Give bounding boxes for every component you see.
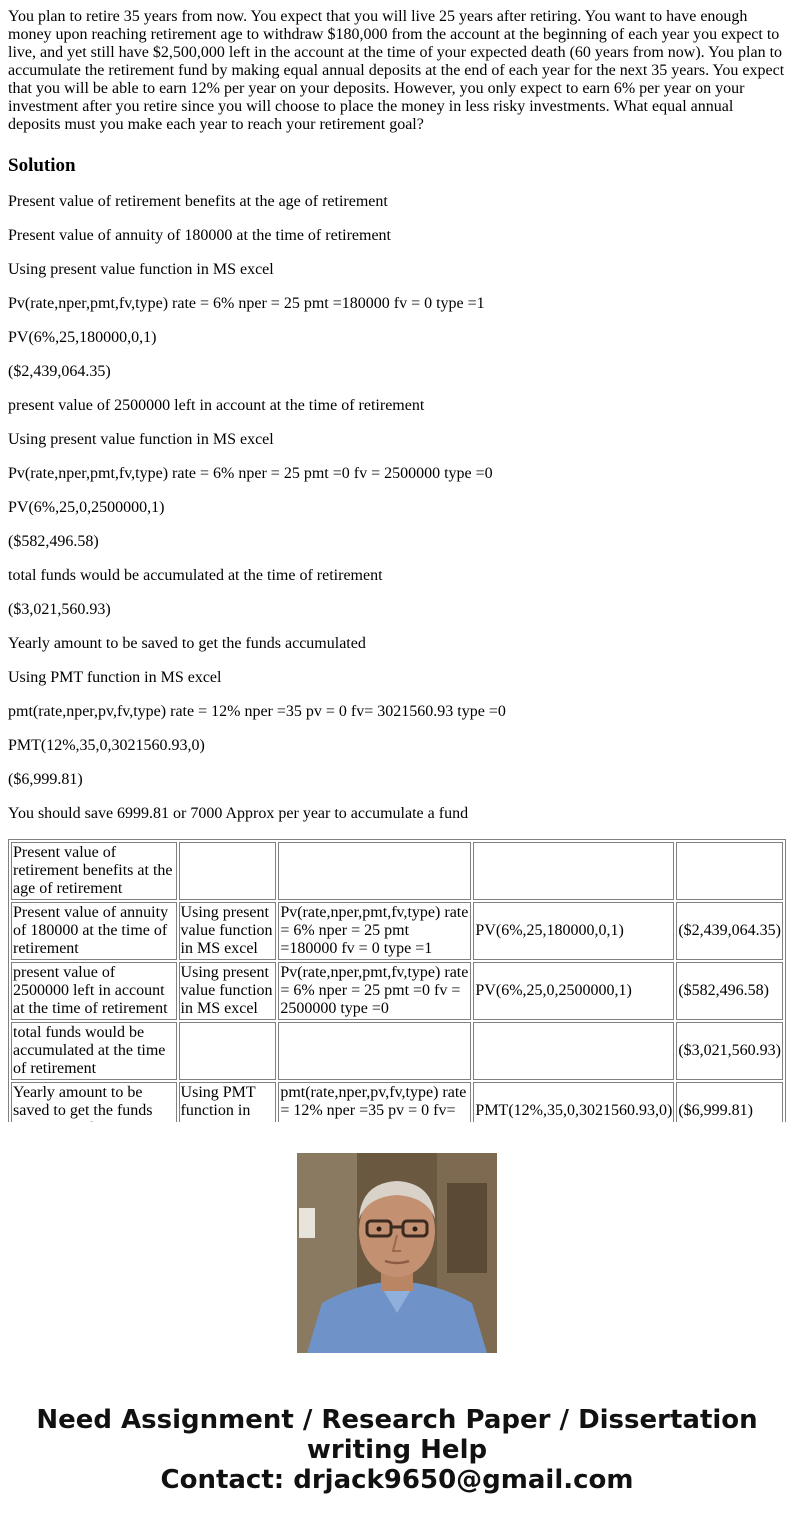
solution-step: Present value of retirement benefits at the age of retirement — [8, 193, 388, 210]
promo-line: writing Help — [306, 1435, 488, 1465]
solution-step: ($3,021,560.93) — [8, 601, 111, 618]
table-cell: present value of 2500000 left in account at the time of retirement — [11, 962, 177, 1020]
promo-text — [0, 1405, 794, 1495]
promo-footer — [0, 1122, 794, 1523]
solution-step: pmt(rate,nper,pv,fv,type) rate = 12% nper =35 pv = 0 fv= 3021560.93 type =0 — [8, 703, 506, 720]
table-cell: ($582,496.58) — [676, 962, 783, 1020]
table-cell: ($2,439,064.35) — [676, 902, 783, 960]
solution-step: Pv(rate,nper,pmt,fv,type) rate = 6% nper = 25 pmt =0 fv = 2500000 type =0 — [8, 465, 493, 482]
solution-step: ($6,999.81) — [8, 771, 83, 788]
table-cell: Using present value function in MS excel — [179, 902, 277, 960]
solution-step: Using present value function in MS excel — [8, 261, 274, 278]
table-cell — [473, 1022, 674, 1080]
table-cell: Using PMT function in — [179, 1082, 277, 1140]
solution-step: present value of 2500000 left in account at the time of retirement — [8, 397, 425, 414]
solution-step: PV(6%,25,0,2500000,1) — [8, 499, 165, 516]
solution-step: PV(6%,25,180000,0,1) — [8, 329, 157, 346]
table-cell: ($3,021,560.93) — [676, 1022, 783, 1080]
table-cell: PMT(12%,35,0,3021560.93,0) — [473, 1082, 674, 1140]
table-cell: Present value of retirement benefits at the age of retirement — [11, 842, 177, 900]
solution-conclusion: You should save 6999.81 or 7000 Approx per year to accumulate a fund — [8, 805, 469, 822]
author-avatar — [297, 1153, 497, 1353]
solution-step: Pv(rate,nper,pmt,fv,type) rate = 6% nper = 25 pmt =180000 fv = 0 type =1 — [8, 295, 485, 312]
table-row — [11, 962, 783, 1020]
table-cell: ($6,999.81) — [676, 1082, 783, 1140]
table-cell: PV(6%,25,0,2500000,1) — [473, 962, 674, 1020]
question-text: You plan to retire 35 years from now. You expect that you will live 25 years after retiring. You want to have enough money upon reaching retirement age to withdraw $180,000 from the account at the beginning of each year you expect to live, and yet still have $2,500,000 left in the account at the time of your expected death (60 years from now). You plan to accumulate the retirement fund by making equal annual deposits at the end of each year for the next 35 years. You expect that you will be able to earn 12% per year on your deposits. However, you only expect to earn 6% per year on your investment after you retire since you will choose to place the money in less risky investments. What equal annual deposits must you make each year to reach your retirement goal? — [8, 8, 785, 133]
table-row — [11, 902, 783, 960]
table-cell — [179, 1022, 277, 1080]
table-cell: Pv(rate,nper,pmt,fv,type) rate = 6% nper = 25 pmt =180000 fv = 0 type =1 — [278, 902, 471, 960]
solution-step: total funds would be accumulated at the time of retirement — [8, 567, 383, 584]
table-cell: PV(6%,25,180000,0,1) — [473, 902, 674, 960]
author-photo-icon — [297, 1153, 497, 1353]
solution-heading: Solution — [8, 155, 76, 176]
solution-step: Using present value function in MS excel — [8, 431, 274, 448]
table-cell — [278, 842, 471, 900]
solution-step: Present value of annuity of 180000 at the time of retirement — [8, 227, 391, 244]
table-row — [11, 1022, 783, 1080]
table-cell: Present value of annuity of 180000 at the time of retirement — [11, 902, 177, 960]
table-cell — [278, 1022, 471, 1080]
table-cell — [179, 842, 277, 900]
table-cell: Yearly amount to be saved to get the funds — [11, 1082, 177, 1140]
table-cell: total funds would be accumulated at the time of retirement — [11, 1022, 177, 1080]
table-cell — [473, 842, 674, 900]
solution-table — [8, 839, 786, 1143]
solution-step: ($2,439,064.35) — [8, 363, 111, 380]
solution-step: Yearly amount to be saved to get the funds accumulated — [8, 635, 366, 652]
table-cell — [676, 842, 783, 900]
solution-step: PMT(12%,35,0,3021560.93,0) — [8, 737, 205, 754]
table-row — [11, 842, 783, 900]
solution-step: Using PMT function in MS excel — [8, 669, 222, 686]
promo-line: Need Assignment / Research Paper / Dissertation — [36, 1405, 758, 1435]
table-cell: Pv(rate,nper,pmt,fv,type) rate = 6% nper = 25 pmt =0 fv = 2500000 type =0 — [278, 962, 471, 1020]
table-cell: pmt(rate,nper,pv,fv,type) rate = 12% nper =35 pv = 0 fv= — [278, 1082, 471, 1140]
table-cell: Using present value function in MS excel — [179, 962, 277, 1020]
solution-step: ($582,496.58) — [8, 533, 99, 550]
promo-contact: Contact: drjack9650@gmail.com — [160, 1465, 634, 1495]
